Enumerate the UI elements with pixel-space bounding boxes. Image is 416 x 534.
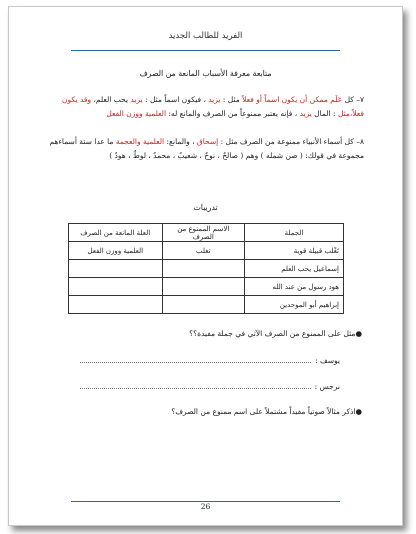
rule-7-highlight: يزيد (208, 95, 221, 104)
rule-8-highlight: العلمية والعجمة (115, 137, 165, 146)
rule-8-paragraph (48, 135, 364, 163)
sentence-cell: إبراهيم أبو الموحدين (245, 296, 344, 314)
rule-7-paragraph (48, 93, 364, 121)
rule-7-highlight: يزيد (299, 109, 312, 118)
rule-7-text: يحب العلم، (91, 95, 131, 104)
table-row (69, 242, 344, 260)
sentence-cell: إسماعيل يحب العلم (245, 260, 344, 278)
page-header: الفريد للطالب الجديد (168, 31, 243, 41)
sentence-cell: هود رسول من عند الله (245, 278, 344, 296)
rule-8-lead: ٨– كل أسماء الأنبياء ممنوعة من الصرف مثل : (218, 137, 364, 146)
noun-cell (162, 296, 245, 314)
rule-7-highlight: وقد يكون فعلاً،مثل (61, 95, 364, 118)
table-row (69, 260, 344, 278)
reason-cell (69, 278, 163, 296)
table-row (69, 278, 344, 296)
rule-8-highlight: إسحاق (196, 137, 219, 146)
answer-label: يوسف : (315, 356, 340, 365)
exercise-question-2: ●اذكر مثالاً صوتياً مفيداً مشتملاً على اسم ممنوع من الصرف؟ (171, 407, 362, 416)
page-number-wrap (9, 494, 402, 513)
sentence-cell: تَغْلب قبيلة قوية (245, 242, 344, 260)
rule-7-text: مثل : (220, 95, 243, 104)
reason-cell (69, 296, 163, 314)
reason-cell (69, 260, 163, 278)
table-header-cell: الاسم الممنوع من الصرف (162, 224, 245, 242)
rule-7-highlight: العلمية ووزن الفعل (106, 109, 167, 118)
drills-title: تدريبات (193, 203, 218, 212)
answer-line (80, 355, 340, 365)
table-header-cell: العلة المانعة من الصرف (69, 224, 163, 242)
noun-cell (162, 260, 245, 278)
section-subtitle: متابعة معرفة الأسباب المانعة من الصرف (139, 69, 272, 78)
noun-cell: تغلب (162, 242, 245, 260)
page-sheet (8, 6, 403, 526)
page-number: 26 (196, 502, 216, 511)
table-row (69, 296, 344, 314)
header-rule (71, 50, 340, 51)
rule-7-highlight: عَلَم ممكن أن يكون اسماً أو فعلاً (242, 95, 343, 104)
rule-8-text: ما عدا ستة أسماءهم مجموعة في قولك: ( صن شمله ) وهم ( صالحٌ ، نوحٌ ، شعيبٌ ، محمدٌ ، لوطٌ ، هودٌ ) (49, 137, 364, 160)
noun-cell (162, 278, 245, 296)
rule-7-text: : المال (311, 109, 338, 118)
rule-7-highlight: يزيد (130, 95, 143, 104)
rule-7-text: ، فإنه يعتبر ممنوعاً من الصرف والمانع له: (166, 109, 300, 118)
rule-7-text: ، فيكون اسماً مثل : (142, 95, 209, 104)
rule-7-lead: ٧– كل (342, 95, 364, 104)
answer-label: نرجس : (314, 382, 340, 391)
rule-8-text: ، والمانع: (164, 137, 197, 146)
answer-line (80, 381, 340, 391)
dotted-answer-line (80, 381, 311, 389)
reason-cell: العلمية ووزن الفعل (69, 242, 163, 260)
dotted-answer-line (80, 355, 311, 363)
table-header-cell: الجملة (245, 224, 344, 242)
exercise-question-1: ●مثل على الممنوع من الصرف الآتي في جملة مفيدة؟؟ (189, 329, 362, 338)
drills-table (68, 223, 344, 314)
table-header-row (69, 224, 344, 242)
